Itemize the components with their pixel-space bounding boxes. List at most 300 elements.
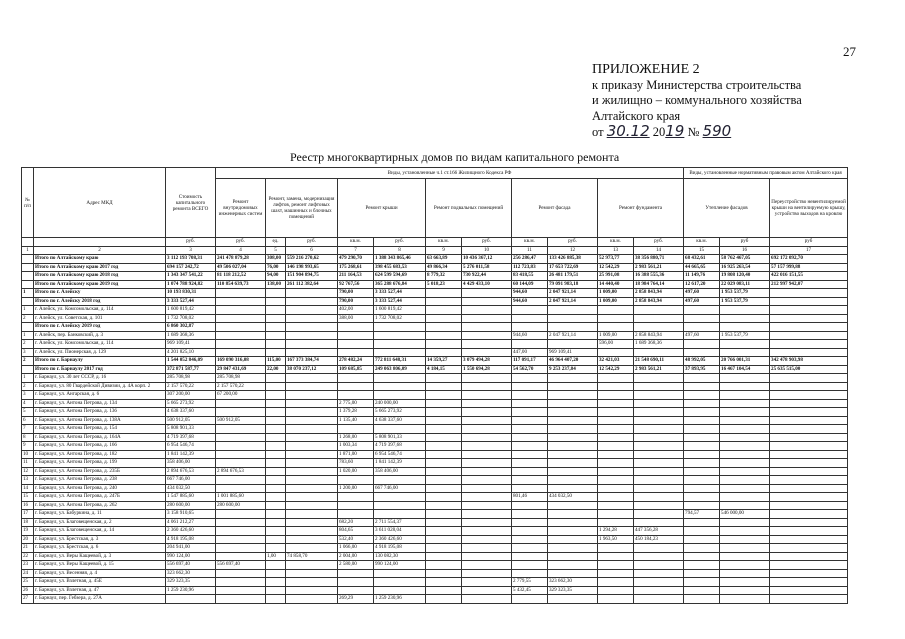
row-number: 1 bbox=[22, 374, 34, 383]
row-value bbox=[216, 578, 266, 587]
row-value: 79 091 983,18 bbox=[548, 280, 598, 289]
row-value bbox=[684, 595, 720, 604]
row-value bbox=[286, 306, 338, 315]
row-value: 10 193 830,31 bbox=[166, 289, 216, 298]
row-value: 11 149,76 bbox=[684, 272, 720, 281]
row-value: 3 333 527,44 bbox=[374, 289, 426, 298]
row-value: 21 548 690,11 bbox=[634, 357, 684, 366]
row-value bbox=[720, 569, 770, 578]
row-number bbox=[22, 272, 34, 281]
row-value bbox=[770, 289, 848, 298]
row-value: 730 922,44 bbox=[462, 272, 512, 281]
row-value bbox=[770, 348, 848, 357]
row-value: 146 198 993,65 bbox=[286, 263, 338, 272]
row-address: Итого по г. Алейску bbox=[34, 289, 166, 298]
row-address: Итого по г. Барнаулу bbox=[34, 357, 166, 366]
row-value bbox=[286, 527, 338, 536]
row-value: 57 157 999,88 bbox=[770, 263, 848, 272]
row-value bbox=[548, 552, 598, 561]
row-value bbox=[634, 552, 684, 561]
row-value bbox=[426, 510, 462, 519]
row-value bbox=[266, 425, 286, 434]
row-value bbox=[720, 493, 770, 502]
row-address: г. Алейск, ул. Советская, д. 101 bbox=[34, 314, 166, 323]
unit-cell: ед. bbox=[266, 238, 286, 247]
table-row bbox=[22, 459, 848, 468]
row-value: 256 286,47 bbox=[512, 255, 548, 264]
row-value: 17 653 722,69 bbox=[548, 263, 598, 272]
row-number bbox=[22, 323, 34, 332]
row-value: 12 542,29 bbox=[598, 263, 634, 272]
row-value bbox=[598, 510, 634, 519]
header-roof: Ремонт крыши bbox=[338, 179, 426, 238]
row-value bbox=[462, 399, 512, 408]
row-value bbox=[266, 586, 286, 595]
row-value bbox=[266, 501, 286, 510]
row-value: 130 082,30 bbox=[374, 552, 426, 561]
table-row bbox=[22, 535, 848, 544]
page-number: 27 bbox=[843, 44, 856, 59]
row-value bbox=[684, 425, 720, 434]
row-value: 1 689 368,36 bbox=[634, 340, 684, 349]
row-value: 19 808 120,40 bbox=[720, 272, 770, 281]
row-value: 447,00 bbox=[512, 348, 548, 357]
row-value: 63 663,89 bbox=[426, 255, 462, 264]
row-value bbox=[462, 569, 512, 578]
row-value: 1 009,00 bbox=[598, 297, 634, 306]
row-value: 694 157 242,72 bbox=[166, 263, 216, 272]
row-number: 2 bbox=[22, 340, 34, 349]
row-value: 2 983 561,21 bbox=[634, 263, 684, 272]
table-row bbox=[22, 595, 848, 604]
row-value: 1 020,00 bbox=[338, 467, 374, 476]
row-value: 1 001 885,60 bbox=[216, 493, 266, 502]
row-number: 3 bbox=[22, 348, 34, 357]
row-address: г. Барнаул, ул. Антона Петрова, д. 182 bbox=[34, 450, 166, 459]
row-value bbox=[770, 297, 848, 306]
row-value: 269,29 bbox=[338, 595, 374, 604]
column-number: 4 bbox=[216, 246, 266, 255]
row-value bbox=[512, 484, 548, 493]
row-value bbox=[684, 527, 720, 536]
row-address: г. Барнаул, ул. Ангарская, д. 6 bbox=[34, 391, 166, 400]
row-value: 5 432,45 bbox=[512, 586, 548, 595]
row-value bbox=[426, 535, 462, 544]
column-number: 15 bbox=[684, 246, 720, 255]
row-value bbox=[462, 314, 512, 323]
table-row bbox=[22, 391, 848, 400]
header-foundation: Ремонт фундамента bbox=[598, 179, 684, 238]
row-value bbox=[286, 578, 338, 587]
table-row bbox=[22, 501, 848, 510]
document-title: Реестр многоквартирных домов по видам капитального ремонта bbox=[290, 150, 620, 164]
row-value bbox=[598, 408, 634, 417]
row-number: 22 bbox=[22, 552, 34, 561]
row-value: 22 029 083,11 bbox=[720, 280, 770, 289]
row-value: 52 973,77 bbox=[598, 255, 634, 264]
row-value: 556 697,40 bbox=[216, 561, 266, 570]
row-value bbox=[286, 425, 338, 434]
row-value: 25 635 515,00 bbox=[770, 365, 848, 374]
row-value: 1 953 537,79 bbox=[720, 289, 770, 298]
row-value bbox=[426, 569, 462, 578]
row-value bbox=[720, 561, 770, 570]
row-value bbox=[374, 501, 426, 510]
row-value: 388,00 bbox=[338, 314, 374, 323]
row-value bbox=[426, 442, 462, 451]
number-sign: № bbox=[687, 125, 700, 139]
row-value bbox=[426, 552, 462, 561]
row-value bbox=[462, 323, 512, 332]
row-value bbox=[720, 544, 770, 553]
row-value bbox=[634, 323, 684, 332]
row-value: 1 074 788 924,82 bbox=[166, 280, 216, 289]
total-row bbox=[22, 272, 848, 281]
row-value bbox=[770, 595, 848, 604]
row-value bbox=[548, 561, 598, 570]
table-row bbox=[22, 569, 848, 578]
row-value bbox=[216, 544, 266, 553]
row-value: 1 550 694,28 bbox=[462, 365, 512, 374]
row-value: 109 685,85 bbox=[338, 365, 374, 374]
row-value bbox=[338, 374, 374, 383]
row-value bbox=[634, 459, 684, 468]
row-value bbox=[462, 510, 512, 519]
table-row bbox=[22, 340, 848, 349]
row-value bbox=[634, 501, 684, 510]
row-value: 81 118 212,52 bbox=[216, 272, 266, 281]
table-row bbox=[22, 306, 848, 315]
row-value bbox=[720, 595, 770, 604]
row-value: 115,00 bbox=[266, 357, 286, 366]
row-value: 434 032,50 bbox=[548, 493, 598, 502]
row-value bbox=[426, 408, 462, 417]
row-value bbox=[426, 374, 462, 383]
total-row bbox=[22, 323, 848, 332]
unit-cell: кв.м. bbox=[426, 238, 462, 247]
row-value bbox=[720, 391, 770, 400]
row-value bbox=[598, 391, 634, 400]
row-value: 117 091,17 bbox=[512, 357, 548, 366]
row-value bbox=[338, 501, 374, 510]
row-value: 358 406,00 bbox=[374, 467, 426, 476]
row-value bbox=[512, 323, 548, 332]
row-number: 14 bbox=[22, 484, 34, 493]
row-number: 1 bbox=[22, 331, 34, 340]
row-value bbox=[634, 391, 684, 400]
row-value: 60 144,09 bbox=[512, 280, 548, 289]
row-value: 25 991,08 bbox=[598, 272, 634, 281]
unit-cell: руб. bbox=[634, 238, 684, 247]
row-value bbox=[598, 442, 634, 451]
row-value: 2 047 921,14 bbox=[548, 331, 598, 340]
row-value bbox=[634, 510, 684, 519]
header-row-column-numbers bbox=[22, 246, 848, 255]
row-value bbox=[374, 348, 426, 357]
row-value: 329 323,35 bbox=[548, 586, 598, 595]
row-value bbox=[512, 340, 548, 349]
row-value bbox=[286, 595, 338, 604]
row-value bbox=[266, 297, 286, 306]
row-value bbox=[216, 314, 266, 323]
row-value: 249 063 806,09 bbox=[374, 365, 426, 374]
row-value: 5 276 011,58 bbox=[462, 263, 512, 272]
row-value: 1 953 537,79 bbox=[720, 297, 770, 306]
row-value: 450 184,23 bbox=[634, 535, 684, 544]
row-value bbox=[634, 433, 684, 442]
row-value bbox=[512, 408, 548, 417]
row-value bbox=[266, 544, 286, 553]
row-value bbox=[512, 399, 548, 408]
row-value: 46 964 407,20 bbox=[548, 357, 598, 366]
row-value: 9 253 237,84 bbox=[548, 365, 598, 374]
row-value bbox=[512, 433, 548, 442]
row-value bbox=[684, 467, 720, 476]
row-value: 4 638 337,60 bbox=[374, 416, 426, 425]
row-address: г. Барнаул, ул. Антона Петрова, д. 235Б bbox=[34, 467, 166, 476]
row-value: 667 746,00 bbox=[166, 476, 216, 485]
header-basement: Ремонт подвальных помещений bbox=[426, 179, 512, 238]
row-value bbox=[338, 510, 374, 519]
row-value bbox=[462, 306, 512, 315]
header-engineering: Ремонт внутридомовых инженерных систем bbox=[216, 179, 266, 238]
row-address: г. Барнаул, ул. 80 Гвардейской Дивизии, д. 4А корп. 2 bbox=[34, 382, 166, 391]
row-value bbox=[770, 408, 848, 417]
row-value bbox=[548, 459, 598, 468]
row-value bbox=[598, 382, 634, 391]
row-value: 6 860 302,87 bbox=[166, 323, 216, 332]
row-value: 342 478 903,98 bbox=[770, 357, 848, 366]
row-number: 10 bbox=[22, 450, 34, 459]
row-value: 1 259 230,96 bbox=[166, 586, 216, 595]
row-value bbox=[338, 340, 374, 349]
row-value bbox=[216, 442, 266, 451]
row-value bbox=[512, 382, 548, 391]
row-value: 559 216 270,62 bbox=[286, 255, 338, 264]
row-value bbox=[286, 510, 338, 519]
total-row bbox=[22, 255, 848, 264]
row-value bbox=[548, 595, 598, 604]
row-value bbox=[374, 493, 426, 502]
row-value bbox=[426, 323, 462, 332]
row-value bbox=[266, 561, 286, 570]
table-row bbox=[22, 331, 848, 340]
row-value bbox=[770, 484, 848, 493]
row-value: 1 388 343 865,46 bbox=[374, 255, 426, 264]
row-value bbox=[770, 323, 848, 332]
row-address: г. Барнаул, ул. Антона Петрова, д. 164А bbox=[34, 433, 166, 442]
row-value bbox=[634, 484, 684, 493]
row-value bbox=[720, 459, 770, 468]
row-value bbox=[634, 399, 684, 408]
row-value bbox=[720, 527, 770, 536]
row-value bbox=[426, 561, 462, 570]
row-value bbox=[770, 552, 848, 561]
row-value bbox=[770, 569, 848, 578]
column-number: 2 bbox=[34, 246, 166, 255]
row-value: 110 854 639,73 bbox=[216, 280, 266, 289]
row-value bbox=[770, 467, 848, 476]
row-value bbox=[684, 535, 720, 544]
row-value: 307 200,00 bbox=[166, 391, 216, 400]
row-value: 402,00 bbox=[338, 306, 374, 315]
row-value bbox=[634, 476, 684, 485]
row-value bbox=[286, 561, 338, 570]
row-value bbox=[426, 314, 462, 323]
row-value bbox=[266, 459, 286, 468]
row-value bbox=[462, 518, 512, 527]
row-value bbox=[286, 331, 338, 340]
row-value bbox=[462, 493, 512, 502]
column-number: 3 bbox=[166, 246, 216, 255]
row-address: г. Алейск, пер. Банковский, д. 3 bbox=[34, 331, 166, 340]
row-value: 211 164,53 bbox=[338, 272, 374, 281]
row-value: 804,65 bbox=[338, 527, 374, 536]
row-value: 2 360 426,60 bbox=[374, 535, 426, 544]
table-row bbox=[22, 382, 848, 391]
row-value: 1 268,00 bbox=[338, 433, 374, 442]
row-address: Итого по Алтайскому краю 2018 год bbox=[34, 272, 166, 281]
row-value bbox=[374, 391, 426, 400]
row-value: 1,00 bbox=[266, 552, 286, 561]
row-value bbox=[266, 535, 286, 544]
row-value: 422 016 151,55 bbox=[770, 272, 848, 281]
row-number: 16 bbox=[22, 501, 34, 510]
table-row bbox=[22, 586, 848, 595]
row-value bbox=[286, 348, 338, 357]
row-value bbox=[462, 374, 512, 383]
row-value bbox=[598, 450, 634, 459]
total-row bbox=[22, 289, 848, 298]
row-value: 990 124,00 bbox=[374, 561, 426, 570]
row-value bbox=[548, 484, 598, 493]
row-value: 8 779,32 bbox=[426, 272, 462, 281]
header-insulation: Утепление фасадов bbox=[684, 179, 770, 238]
row-value bbox=[548, 374, 598, 383]
row-value: 323 662,30 bbox=[166, 569, 216, 578]
row-value bbox=[770, 544, 848, 553]
row-value bbox=[512, 527, 548, 536]
row-number: 18 bbox=[22, 518, 34, 527]
row-value: 944,60 bbox=[512, 331, 548, 340]
row-value bbox=[462, 382, 512, 391]
row-value bbox=[634, 314, 684, 323]
unit-cell: кв.м. bbox=[598, 238, 634, 247]
table-row bbox=[22, 510, 848, 519]
row-address: г. Барнаул, ул. Брестская, д. 6 bbox=[34, 544, 166, 553]
table-row bbox=[22, 374, 848, 383]
row-value bbox=[266, 382, 286, 391]
row-value: 1 379,28 bbox=[338, 408, 374, 417]
row-value bbox=[216, 331, 266, 340]
row-value bbox=[770, 578, 848, 587]
row-value bbox=[720, 425, 770, 434]
row-value bbox=[548, 425, 598, 434]
row-value bbox=[374, 586, 426, 595]
row-value bbox=[286, 459, 338, 468]
unit-cell: руб. bbox=[166, 238, 216, 247]
row-number: 8 bbox=[22, 433, 34, 442]
row-value bbox=[266, 433, 286, 442]
column-number: 13 bbox=[598, 246, 634, 255]
header-row-units bbox=[22, 238, 848, 247]
row-value bbox=[426, 467, 462, 476]
row-value: 1 689 368,36 bbox=[166, 331, 216, 340]
row-value bbox=[598, 501, 634, 510]
table-row bbox=[22, 467, 848, 476]
register-table bbox=[21, 167, 848, 604]
column-number: 5 bbox=[266, 246, 286, 255]
row-value bbox=[512, 595, 548, 604]
row-value bbox=[426, 459, 462, 468]
row-value bbox=[720, 399, 770, 408]
row-value bbox=[426, 578, 462, 587]
row-value: 365 288 676,84 bbox=[374, 280, 426, 289]
row-value bbox=[598, 323, 634, 332]
row-value bbox=[770, 510, 848, 519]
row-value bbox=[548, 314, 598, 323]
unit-cell: руб. bbox=[374, 238, 426, 247]
row-value bbox=[462, 595, 512, 604]
row-value bbox=[216, 476, 266, 485]
row-value bbox=[634, 374, 684, 383]
row-value: 1 600 819,42 bbox=[166, 306, 216, 315]
row-number: 5 bbox=[22, 408, 34, 417]
row-value: 2 004,00 bbox=[338, 552, 374, 561]
unit-cell: кв.м. bbox=[338, 238, 374, 247]
row-number: 21 bbox=[22, 544, 34, 553]
row-value: 532,40 bbox=[338, 535, 374, 544]
handwritten-date: 30.12 bbox=[606, 122, 650, 140]
row-value bbox=[216, 459, 266, 468]
row-value: 12 617,20 bbox=[684, 280, 720, 289]
row-value bbox=[512, 552, 548, 561]
row-address: Итого по г. Барнаулу 2017 год bbox=[34, 365, 166, 374]
row-value bbox=[266, 416, 286, 425]
unit-cell: руб bbox=[720, 238, 770, 247]
column-number: 7 bbox=[338, 246, 374, 255]
row-address: Итого по г. Алейску 2019 год bbox=[34, 323, 166, 332]
row-value bbox=[770, 459, 848, 468]
row-value: 372 871 587,77 bbox=[166, 365, 216, 374]
row-value: 29 847 431,69 bbox=[216, 365, 266, 374]
row-value bbox=[216, 510, 266, 519]
unit-cell: кв.м. bbox=[512, 238, 548, 247]
row-value: 54 562,70 bbox=[512, 365, 548, 374]
row-value bbox=[720, 484, 770, 493]
row-value: 38 070 237,12 bbox=[286, 365, 338, 374]
row-value: 990 124,00 bbox=[166, 552, 216, 561]
row-number: 3 bbox=[22, 391, 34, 400]
row-value bbox=[338, 323, 374, 332]
row-value bbox=[462, 391, 512, 400]
row-value: 4 918 195,08 bbox=[374, 544, 426, 553]
table-row bbox=[22, 578, 848, 587]
row-value bbox=[548, 399, 598, 408]
row-value: 241 478 879,28 bbox=[216, 255, 266, 264]
row-value bbox=[266, 348, 286, 357]
row-value bbox=[374, 425, 426, 434]
table-row bbox=[22, 561, 848, 570]
row-value bbox=[338, 493, 374, 502]
row-value: 2 858 843,94 bbox=[634, 297, 684, 306]
row-value: 4 184,15 bbox=[426, 365, 462, 374]
row-value bbox=[266, 518, 286, 527]
row-value bbox=[770, 340, 848, 349]
row-value: 323 662,30 bbox=[548, 578, 598, 587]
total-row bbox=[22, 263, 848, 272]
row-value bbox=[720, 374, 770, 383]
